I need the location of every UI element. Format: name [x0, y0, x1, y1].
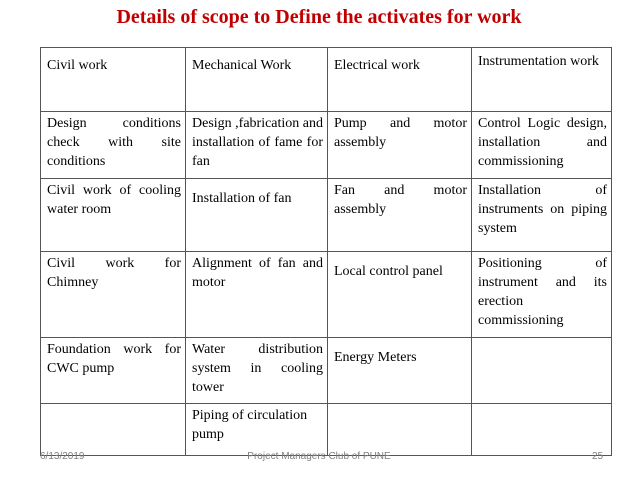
table-cell: Design ,fabrication and installation of fame for fan	[186, 112, 328, 179]
scope-table	[40, 47, 612, 456]
footer-organization: Project Managers Club of PUNE	[247, 451, 391, 462]
table-cell	[472, 338, 612, 404]
table-row	[41, 112, 612, 179]
table-row	[41, 404, 612, 456]
table-cell: Water distribution system in cooling tower	[186, 338, 328, 404]
table-cell: Fan and motor assembly	[328, 179, 472, 252]
header-instrumentation-work: Instrumentation work	[472, 48, 612, 112]
table-row	[41, 252, 612, 338]
header-civil-work: Civil work	[41, 48, 186, 112]
table-cell: Alignment of fan and motor	[186, 252, 328, 338]
table-cell: Positioning of instrument and its erection commissioning	[472, 252, 612, 338]
table-cell	[41, 404, 186, 456]
table-cell: Civil work for Chimney	[41, 252, 186, 338]
footer-date: 6/13/2019	[40, 451, 85, 462]
table-cell: Installation of instruments on piping system	[472, 179, 612, 252]
table-row	[41, 179, 612, 252]
table-cell: Foundation work for CWC pump	[41, 338, 186, 404]
table-cell: Installation of fan	[186, 179, 328, 252]
table-cell: Pump and motor assembly	[328, 112, 472, 179]
table-cell	[472, 404, 612, 456]
header-electrical-work: Electrical work	[328, 48, 472, 112]
table-cell: Control Logic design, installation and commissioning	[472, 112, 612, 179]
table-cell: Piping of circulation pump	[186, 404, 328, 456]
table-cell: Energy Meters	[328, 338, 472, 404]
table-cell: Local control panel	[328, 252, 472, 338]
table-header-row	[41, 48, 612, 112]
header-mechanical-work: Mechanical Work	[186, 48, 328, 112]
table-cell: Civil work of cooling water room	[41, 179, 186, 252]
footer-page-number: 25	[592, 451, 604, 462]
table-row	[41, 338, 612, 404]
table-cell	[328, 404, 472, 456]
table-cell: Design conditions check with site conditions	[41, 112, 186, 179]
slide-title: Details of scope to Define the activates for work	[116, 6, 522, 28]
